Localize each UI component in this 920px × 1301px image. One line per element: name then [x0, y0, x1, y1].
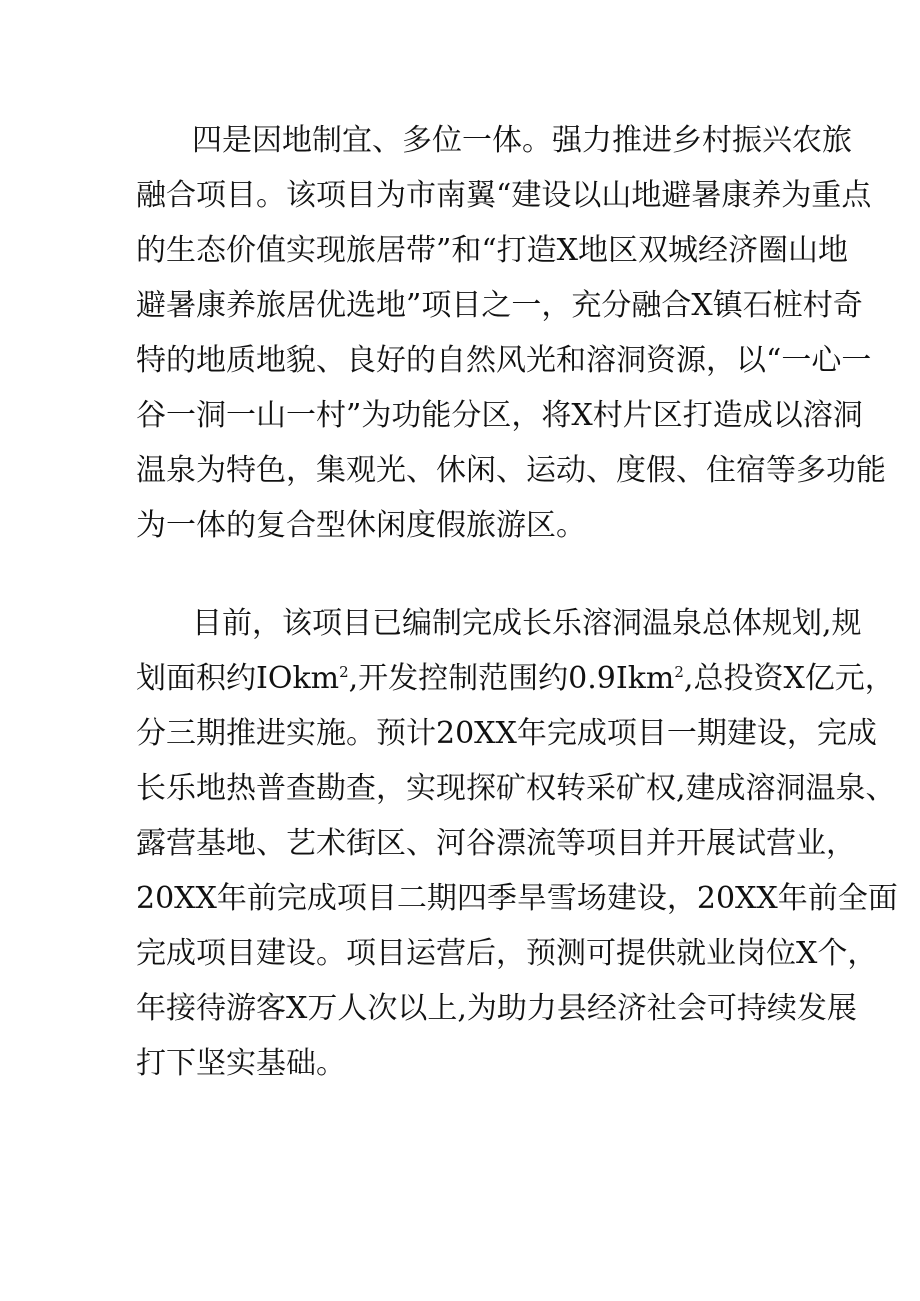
paragraph-1-line-2: 融合项目。该项目为市南翼“建设以山地避暑康养为重点	[136, 178, 872, 213]
paragraph-1	[136, 113, 886, 553]
paragraph-1-line-8: 为一体的复合型休闲度假旅游区。	[136, 508, 586, 543]
superscript-2: 2	[674, 663, 684, 681]
paragraph-1-line-1: 四是因地制宜、多位一体。强力推进乡村振兴农旅	[192, 123, 852, 158]
investment-text: ,总投资X亿元，	[683, 661, 895, 696]
paragraph-2-line-7: 完成项目建设。项目运营后，预测可提供就业岗位X个，	[136, 936, 878, 971]
paragraph-2-line-6: 20XX年前完成项目二期四季旱雪场建设，20XX年前全面	[136, 881, 898, 916]
paragraph-1-line-3: 的生态价值实现旅居带”和“打造X地区双城经济圈山地	[136, 233, 849, 268]
paragraph-2-line-3: 分三期推进实施。预计20XX年完成项目一期建设，完成	[136, 716, 877, 751]
superscript-2: 2	[339, 663, 349, 681]
paragraph-1-line-7: 温泉为特色，集观光、休闲、运动、度假、住宿等多功能	[136, 453, 886, 488]
paragraph-2-line-5: 露营基地、艺术街区、河谷漂流等项目并开展试营业，	[136, 826, 856, 861]
paragraph-1-line-4: 避暑康养旅居优选地”项目之一，充分融合X镇石桩村奇	[136, 288, 863, 323]
paragraph-1-line-5: 特的地质地貌、良好的自然风光和溶洞资源，以“一心一	[136, 343, 872, 378]
area-text: 划面积约IOkm	[136, 661, 340, 696]
paragraph-2-line-9: 打下坚实基础。	[136, 1046, 346, 1081]
paragraph-1-line-6: 谷一洞一山一村”为功能分区，将X村片区打造成以溶洞	[136, 398, 863, 433]
paragraph-2-line-4: 长乐地热普查勘查，实现探矿权转采矿权,建成溶洞温泉、	[136, 771, 896, 806]
control-range-text: ,开发控制范围约0.9Ikm	[348, 661, 675, 696]
paragraph-2-line-2	[136, 651, 895, 706]
paragraph-2	[136, 596, 898, 1091]
paragraph-2-line-1: 目前，该项目已编制完成长乐溶洞温泉总体规划,规	[192, 606, 862, 641]
paragraph-2-line-8: 年接待游客X万人次以上,为助力县经济社会可持续发展	[136, 991, 857, 1026]
